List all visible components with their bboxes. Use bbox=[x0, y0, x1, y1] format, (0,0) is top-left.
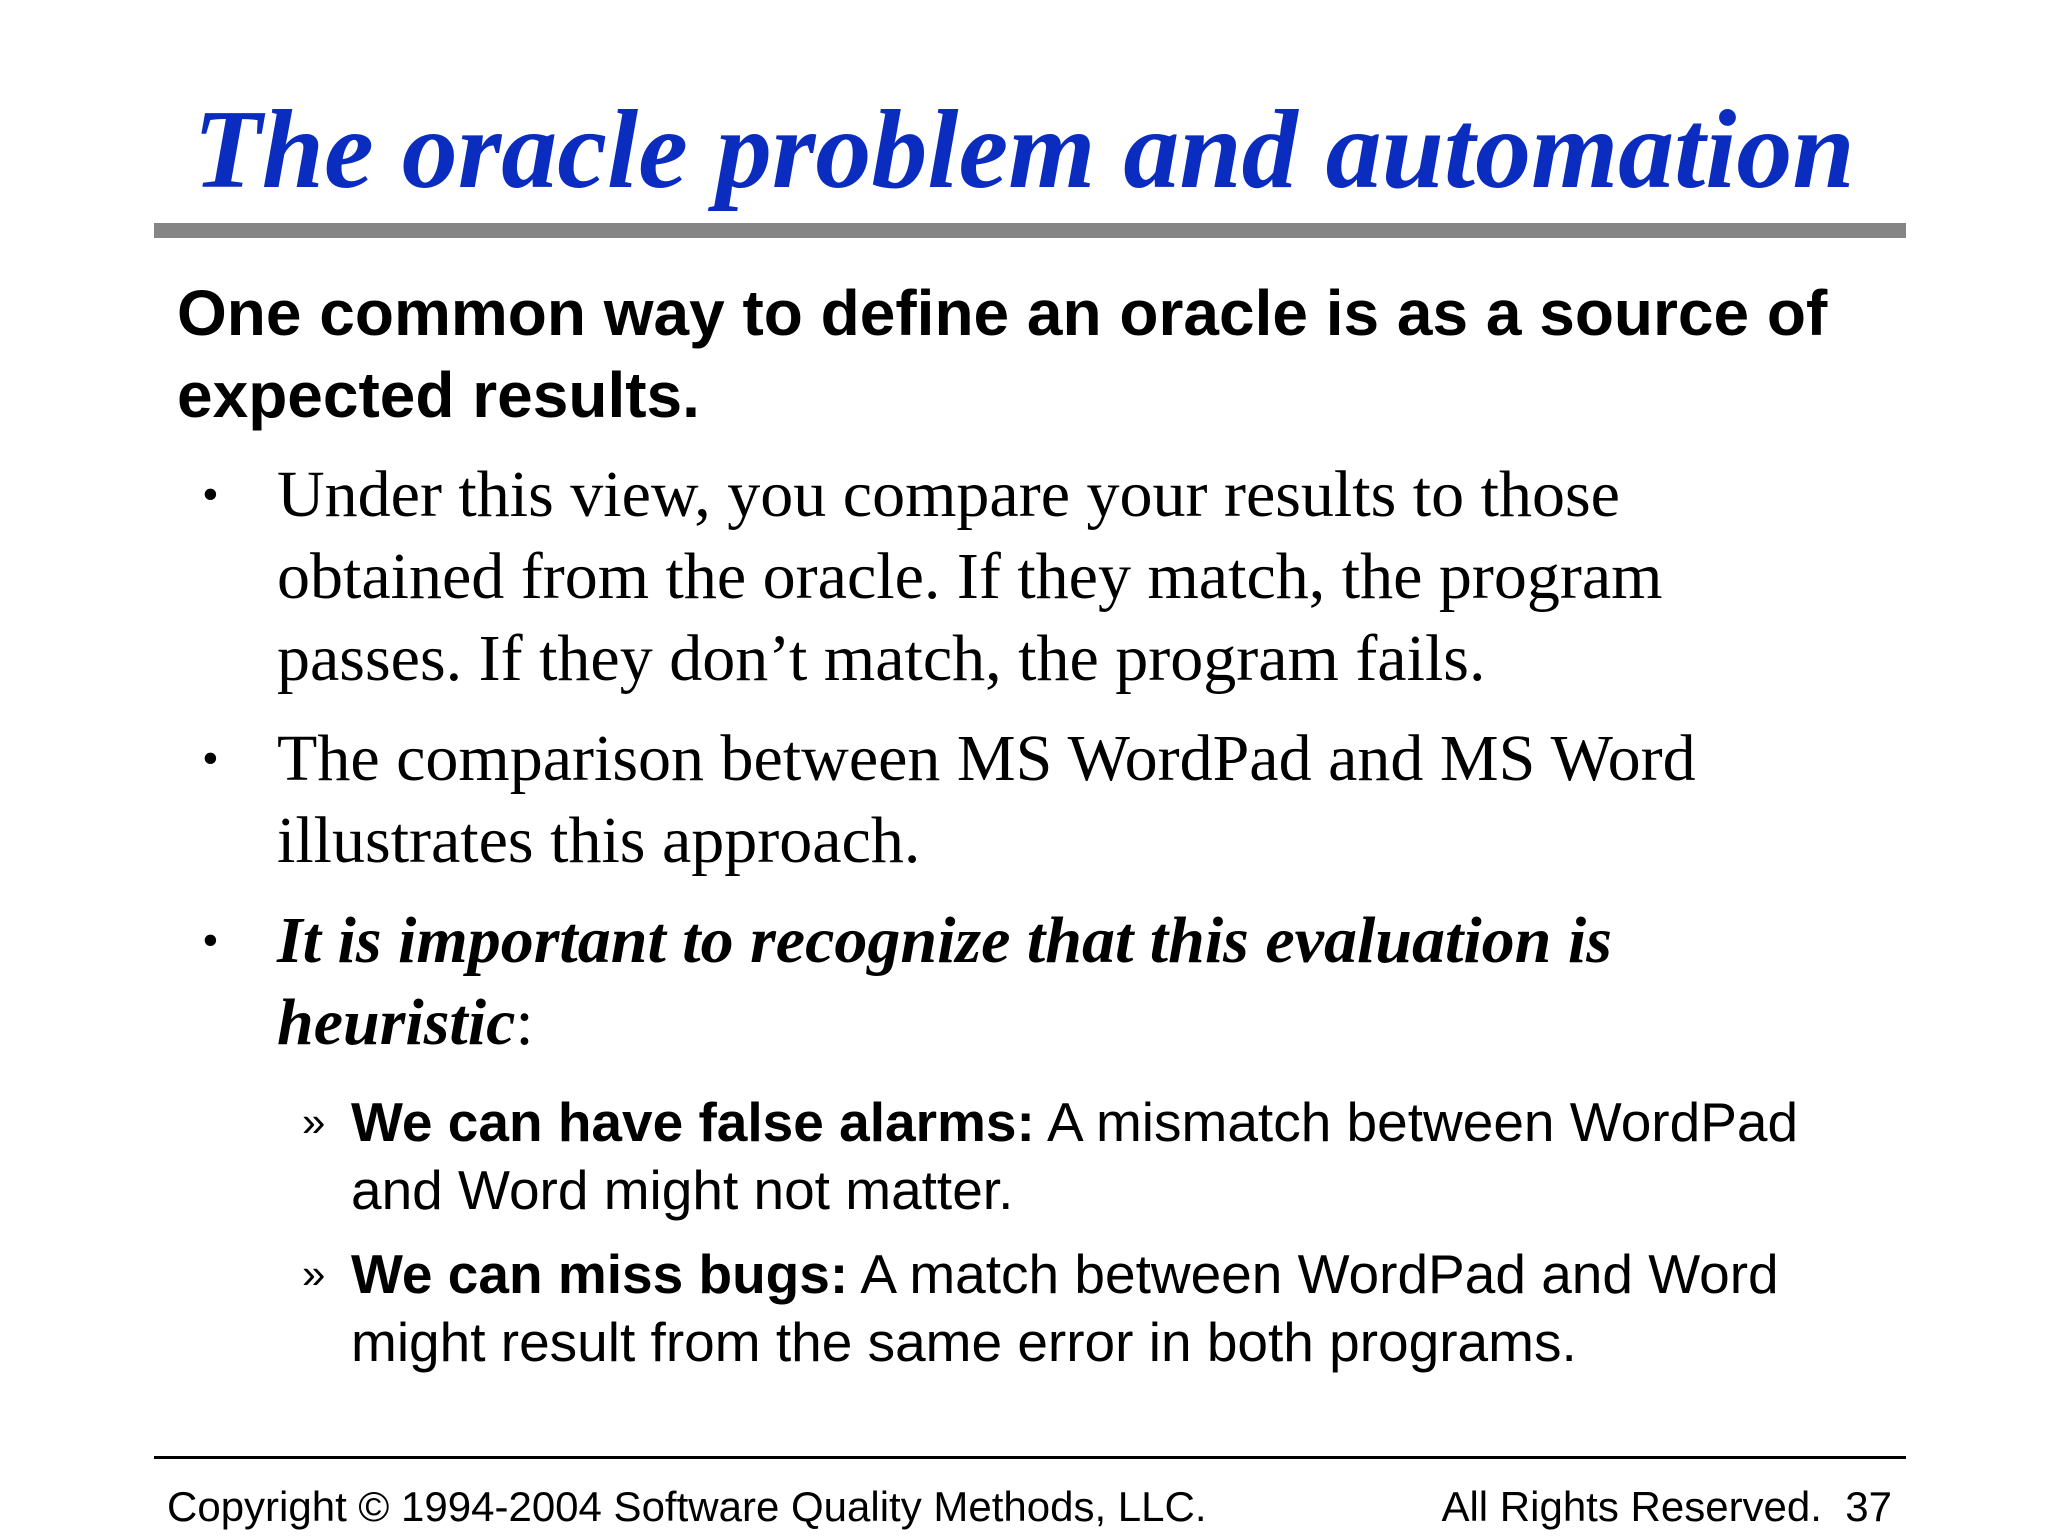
sub-bullet-text bbox=[351, 1240, 1871, 1376]
title-divider bbox=[154, 223, 1906, 238]
page-number: 37 bbox=[1845, 1483, 1892, 1530]
sub-bullet-marker: » bbox=[302, 1250, 326, 1297]
bullet-text: The comparison between MS WordPad and MS Word illustrates this approach. bbox=[277, 722, 1696, 877]
sub-bullet-body: A match between WordPad and Word might result from the same error in both programs. bbox=[351, 1243, 1779, 1373]
bullet-marker: • bbox=[202, 914, 219, 967]
sub-bullet-lead-in: We can have false alarms: bbox=[351, 1091, 1035, 1153]
lead-statement: One common way to define an oracle is as a source of expected results. bbox=[177, 277, 1828, 431]
bullet-text: Under this view, you compare your results to those obtained from the oracle. If they match, the program passes. If they don’t match, the program fails. bbox=[277, 458, 1663, 695]
footer-divider bbox=[154, 1456, 1906, 1459]
sub-bullet-marker: » bbox=[302, 1098, 326, 1145]
footer-rights-text: All Rights Reserved. bbox=[1441, 1483, 1822, 1530]
bullet-marker: • bbox=[202, 732, 219, 785]
bullet-marker: • bbox=[202, 468, 219, 521]
footer-rights bbox=[1441, 1482, 1892, 1532]
bullet-emphasis: It is important to recognize that this evaluation is heuristic bbox=[277, 904, 1612, 1059]
sub-bullet-body: A mismatch between WordPad and Word might not matter. bbox=[351, 1091, 1799, 1221]
slide-title: The oracle problem and automation bbox=[193, 88, 1855, 212]
sub-bullet-lead-in: We can miss bugs: bbox=[351, 1243, 849, 1305]
bullet-tail: : bbox=[515, 986, 534, 1059]
footer-copyright: Copyright © 1994-2004 Software Quality Methods, LLC. bbox=[167, 1483, 1207, 1530]
bullet-text bbox=[277, 900, 1837, 1064]
sub-bullet-text bbox=[351, 1088, 1871, 1224]
